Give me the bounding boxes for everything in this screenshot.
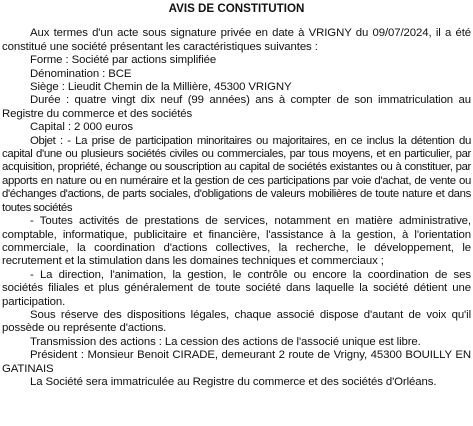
paragraph-denomination: Dénomination : BCE [30, 67, 132, 80]
paragraph-siege: Siège : Lieudit Chemin de la Millière, 45300 VRIGNY [30, 81, 292, 94]
paragraph-forme: Forme : Société par actions simplifiée [30, 54, 217, 67]
paragraph-prestations: - Toutes activités de prestations de services, notamment en matière administrative, comptable, informatique, publicitaire et financière, l'assistance à la gestion, à l'orientation commerciale, la coordination d'actions collectives, la recherche, le développement, le recrutement et la stimulation dans les domaines techniques et commerciaux ; [2, 215, 471, 268]
paragraph-capital: Capital : 2 000 euros [30, 121, 134, 134]
paragraph-immatriculation: La Société sera immatriculée au Registre du commerce et des sociétés d'Orléans. [30, 375, 437, 388]
paragraph-objet: Objet : - La prise de participation minoritaires ou majoritaires, en ce inclus la détention du capital d'une ou plusieurs sociétés civiles ou commerciales, par tous moyens, et en particulier, par acquisition, propriété, échange ou souscription au capital de sociétés existantes ou à constituer, par apports en nature ou en numéraire et la gestion de ces participations par voie d'achat, de vente ou d'échanges d'actions, de parts sociales, d'obligations de valeurs mobilières de toute nature et dans toutes sociétés [2, 134, 471, 214]
paragraph-president: Président : Monsieur Benoit CIRADE, demeurant 2 route de Vrigny, 45300 BOUILLY EN GATINAIS [2, 349, 471, 375]
paragraph-direction: - La direction, l'animation, la gestion, le contrôle ou encore la coordination de ses sociétés filiales et plus généralement de toute société dans laquelle la société détient une participation. [2, 268, 471, 308]
paragraph-voix: Sous réserve des dispositions légales, chaque associé dispose d'autant de voix qu'il possède ou représente d'actions. [2, 308, 471, 335]
paragraph-transmission: Transmission des actions : La cession des actions de l'associé unique est libre. [30, 335, 421, 348]
paragraph-intro: Aux termes d'un acte sous signature privée en date à VRIGNY du 09/07/2024, il a été constitué une société présentant les caractéristiques suivantes : [2, 27, 471, 53]
notice-title: AVIS DE CONSTITUTION [168, 2, 305, 15]
paragraph-duree: Durée : quatre vingt dix neuf (99 années) ans à compter de son immatriculation au Registre du commerce et des sociétés [2, 94, 471, 120]
